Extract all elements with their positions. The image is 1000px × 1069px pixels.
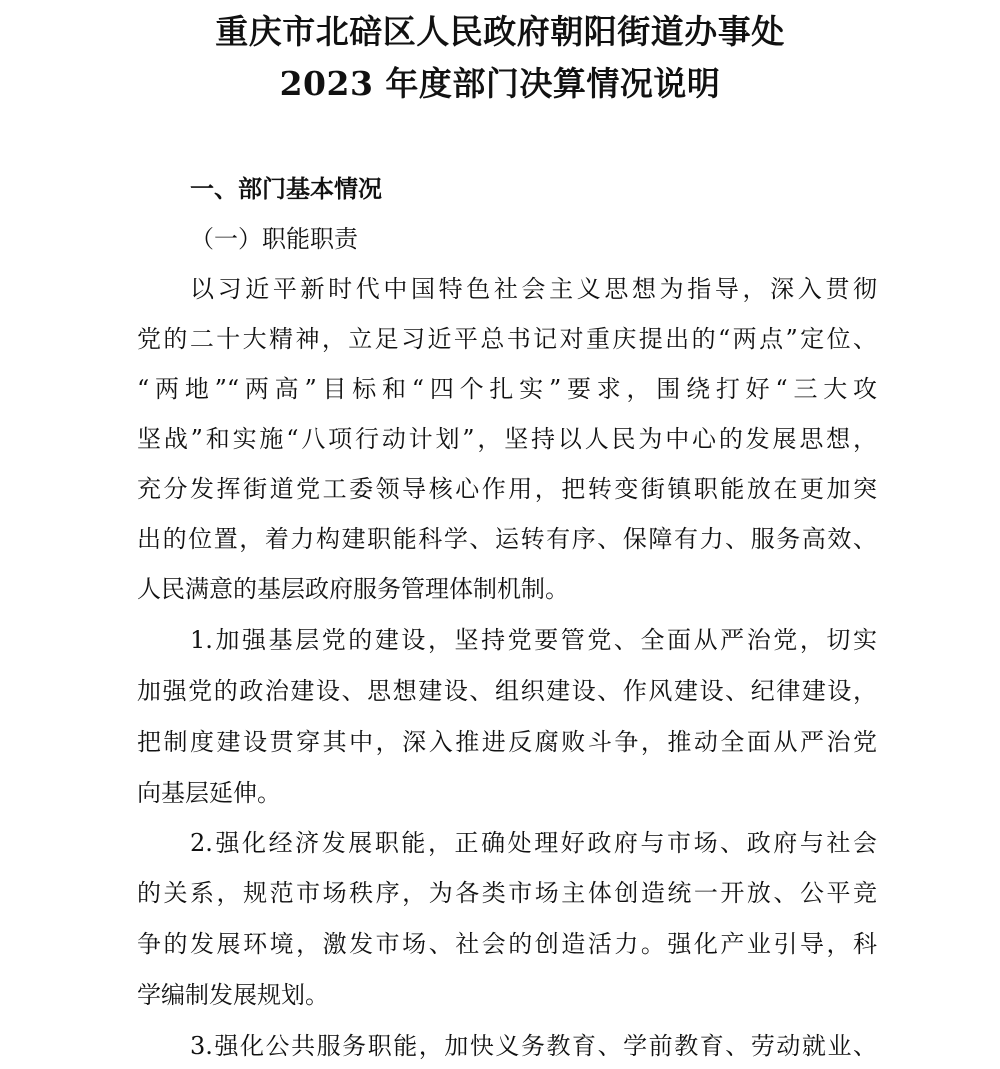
paragraph-line: 1.加强基层党的建设，坚持党要管党、全面从严治党，切实 [190,626,877,654]
paragraph-line: 出的位置，着力构建职能科学、运转有序、保障有力、服务高效、 [137,525,877,553]
paragraph-line: 人民满意的基层政府服务管理体制机制。 [137,575,569,603]
paragraph-line: 坚战”和实施“八项行动计划”，坚持以人民为中心的发展思想， [137,425,877,453]
paragraph-line: 争的发展环境，激发市场、社会的创造活力。强化产业引导，科 [137,930,877,958]
section-heading: 一、部门基本情况 [190,175,382,203]
paragraph-line: 党的二十大精神，立足习近平总书记对重庆提出的“两点”定位、 [137,325,877,353]
paragraph-line: 充分发挥街道党工委领导核心作用，把转变街镇职能放在更加突 [137,475,877,503]
paragraph-line: 2.强化经济发展职能，正确处理好政府与市场、政府与社会 [190,829,877,857]
paragraph-line: “两地”“两高”目标和“四个扎实”要求，围绕打好“三大攻 [137,375,877,403]
document-title-line-2: 2023 年度部门决算情况说明 [279,64,721,103]
paragraph-line: 加强党的政治建设、思想建设、组织建设、作风建设、纪律建设， [137,677,877,705]
paragraph-line: 以习近平新时代中国特色社会主义思想为指导，深入贯彻 [190,275,877,303]
paragraph-line: 把制度建设贯穿其中，深入推进反腐败斗争，推动全面从严治党 [137,728,877,756]
paragraph-line: 的关系，规范市场秩序，为各类市场主体创造统一开放、公平竞 [137,879,877,907]
paragraph-line: 3.强化公共服务职能，加快义务教育、学前教育、劳动就业、 [190,1032,877,1060]
paragraph-line: 向基层延伸。 [137,779,281,807]
paragraph-line: 学编制发展规划。 [137,981,329,1009]
subsection-heading: （一）职能职责 [190,225,358,253]
document-title-line-1: 重庆市北碚区人民政府朝阳街道办事处 [215,12,785,51]
